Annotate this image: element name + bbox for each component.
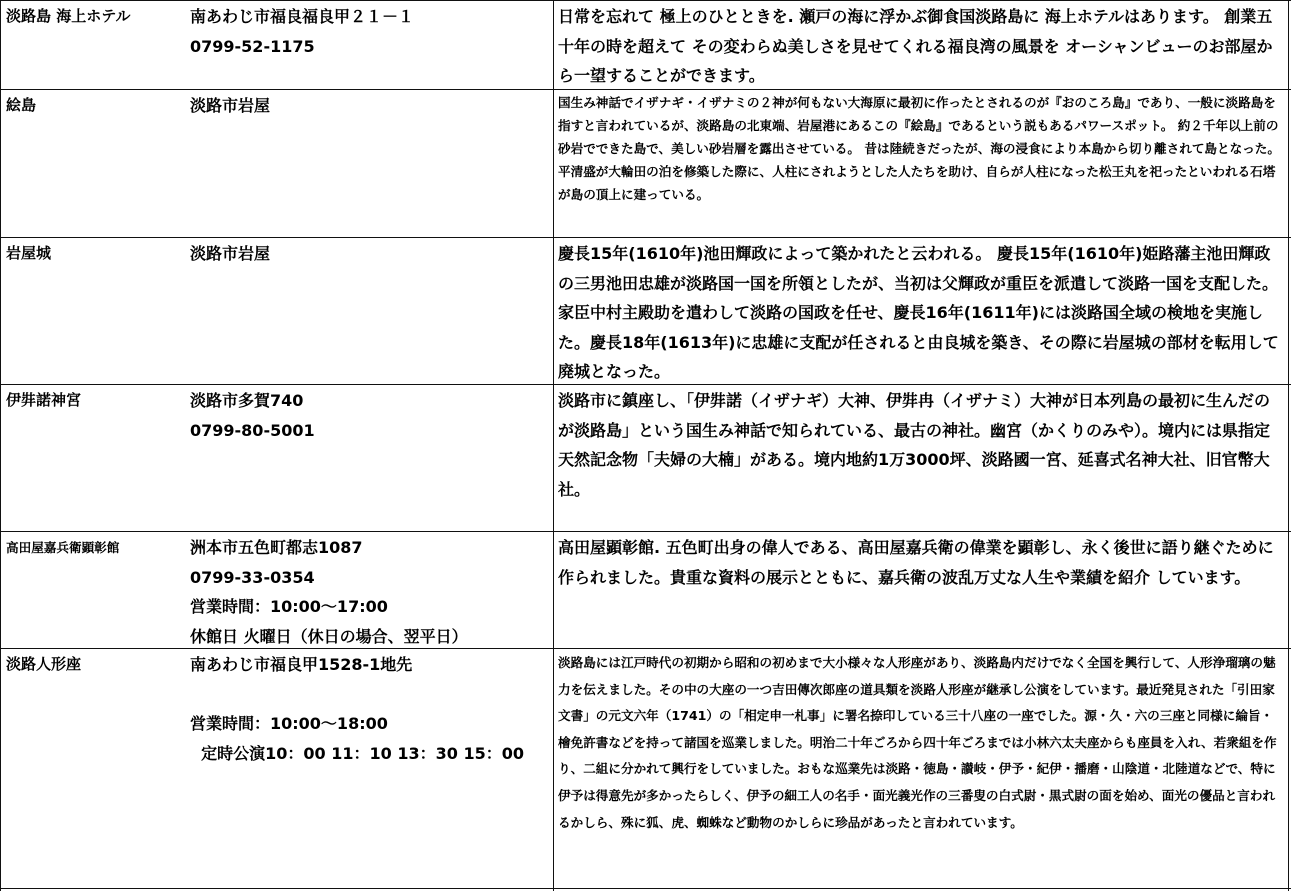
address-cell[interactable]: 淡路市多賀740 0799-80-5001 — [190, 391, 315, 440]
address-cell[interactable]: 淡路市岩屋 — [190, 244, 271, 263]
place-name-cell[interactable]: 淡路人形座 — [6, 655, 82, 673]
address-cell[interactable]: 南あわじ市福良甲1528-1地先 営業時間：10:00～18:00 定時公演10：00 11：10 13：30 15：00 — [190, 655, 524, 763]
place-name-cell[interactable]: 高田屋嘉兵衛顕彰館 — [6, 540, 120, 555]
table-row — [0, 90, 1291, 237]
description-cell[interactable]: 国生み神話でイザナギ・イザナミの２神が何もない大海原に最初に作ったとされるのが『おのころ島』であり、一般に淡路島を指すと言われているが、淡路島の北東端、岩屋港にあるこの『絵島』であるという説もあるパワースポット。 約２千年以上前の砂岩でできた島で、美しい砂岩層を露出させている。 昔は陸続きだったが、海の浸食により本島から切り離されて島となった。 平清盛が大輪田の泊を修築した際に、人柱にされようとした人たちを助け、自らが人柱になった松王丸を祀ったといわれる石塔が島の頂上に建っている。 — [558, 95, 1285, 202]
table-row — [0, 238, 1291, 384]
description-cell[interactable]: 日常を忘れて 極上のひとときを. 瀬戸の海に浮かぶ御食国淡路島に 海上ホテルはあります。 創業五十年の時を超えて その変わらぬ美しさを見せてくれる福良湾の風景を オーシャンビューのお部屋から一望することができます。 — [558, 7, 1273, 85]
table-row — [0, 0, 1291, 89]
address-cell[interactable]: 洲本市五色町都志1087 0799-33-0354 営業時間：10:00～17:00 休館日 火曜日（休日の場合、翌平日） — [190, 538, 468, 646]
place-name-cell[interactable]: 淡路島 海上ホテル — [6, 7, 131, 25]
table-row — [0, 385, 1291, 531]
place-name-cell[interactable]: 伊弉諾神宮 — [6, 391, 82, 409]
description-cell[interactable]: 淡路島には江戸時代の初期から昭和の初めまで大小様々な人形座があり、淡路島内だけでなく全国を興行して、人形浄瑠璃の魅力を伝えました。その中の大座の一つ吉田傳次郎座の道具類を淡路人形座が継承し公演をしています。最近発見された「引田家文書」の元文六年（1741）の「相定申一札事」に署名捺印している三十八座の一座でした。源・久・六の三座と同様に綸旨・檜免許書などを持って諸国を巡業しました。明治二十年ごろから四十年ごろまでは小林六太夫座からも座員を入れ、若衆組を作り、二組に分かれて興行をしていました。おもな巡業先は淡路・徳島・讃岐・伊予・紀伊・播磨・山陰道・北陸道などで、特に伊予は得意先が多かったらしく、伊予の細工人の名手・面光義光作の三番叟の白式尉・黒式尉の面を始め、面光の優品と言われるかしら、殊に狐、虎、蜘蛛など動物のかしらに珍品があったと言われています。 — [558, 655, 1277, 830]
place-name-cell[interactable]: 岩屋城 — [6, 244, 52, 262]
description-cell[interactable]: 淡路市に鎮座し、「伊弉諾（イザナギ）大神、伊弉冉（イザナミ）大神が日本列島の最初に生んだのが淡路島」という国生み神話で知られている、最古の神社。幽宮（かくりのみや）。境内には県指定天然記念物「夫婦の大楠」がある。境内地約1万3000坪、淡路國一宮、延喜式名神大社、旧官幣大社。 — [558, 391, 1271, 499]
description-cell[interactable]: 慶長15年(1610年)池田輝政によって築かれたと云われる。 慶長15年(1610年)姫路藩主池田輝政の三男池田忠雄が淡路国一国を所領としたが、当初は父輝政が重臣を派遣して淡路一国を支配した。家臣中村主殿助を遣わして淡路の国政を任せ、慶長16年(1611年)には淡路国全域の検地を実施した。慶長18年(1613年)に忠雄に支配が任されると由良城を築き、その際に岩屋城の部材を転用して廃城となった。 — [558, 244, 1279, 381]
grid-line — [0, 888, 1291, 889]
address-cell[interactable]: 南あわじ市福良福良甲２１－１ 0799-52-1175 — [190, 7, 415, 56]
table-row — [0, 532, 1291, 648]
address-cell[interactable]: 淡路市岩屋 — [190, 96, 271, 115]
place-name-cell[interactable]: 絵島 — [6, 96, 37, 114]
description-cell[interactable]: 高田屋顕彰館. 五色町出身の偉人である、高田屋嘉兵衛の偉業を顕彰し、永く後世に語り継ぐために作られました。貴重な資料の展示とともに、嘉兵衛の波乱万丈な人生や業績を紹介 しています。 — [558, 538, 1274, 587]
table-row — [0, 649, 1291, 888]
